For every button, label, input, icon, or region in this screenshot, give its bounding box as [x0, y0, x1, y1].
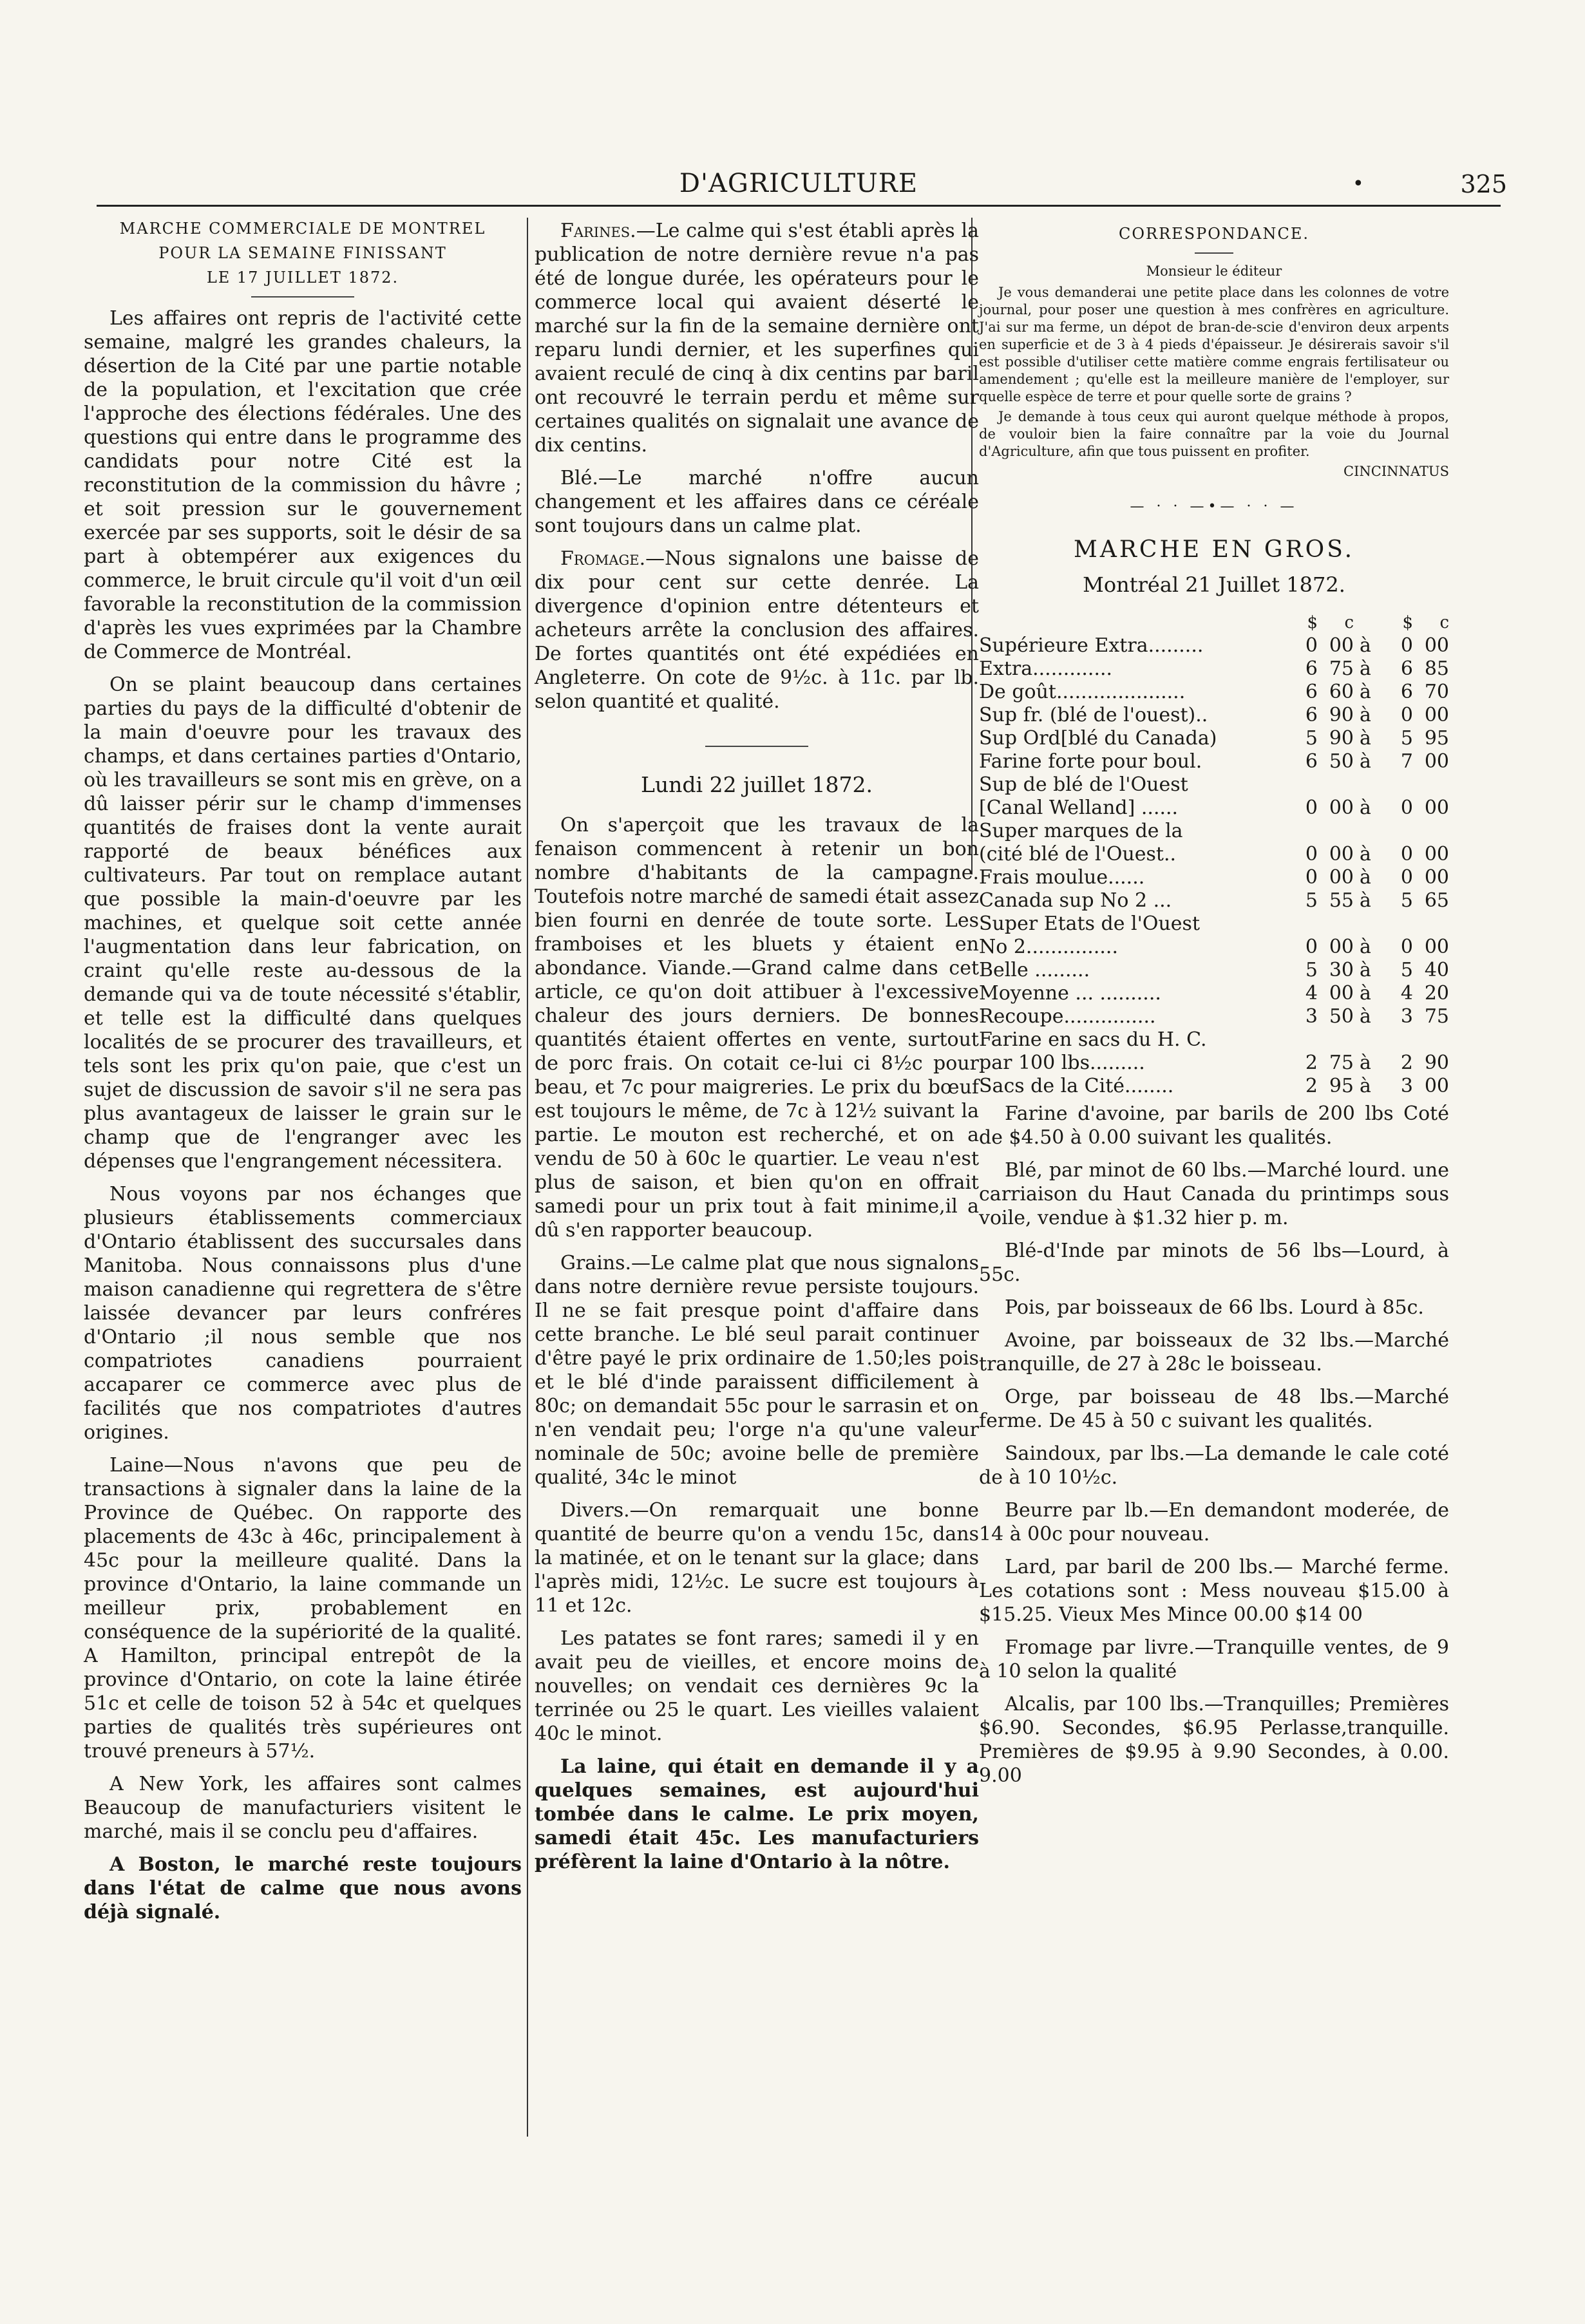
price-label: Super marques de la [979, 820, 1183, 842]
price-row [979, 1075, 1449, 1098]
price-value [1377, 820, 1413, 843]
header-dollar: $ [1307, 613, 1318, 632]
price-value: 65 [1424, 889, 1449, 912]
price-row [979, 889, 1449, 912]
paragraph: Les patates se font rares; samedi il y en avait peu de vieilles, et encore moins de nouvelles; on vendait ces dernières 9c la terrinée ou 25 le quart. Les vieilles valaient 40c le minot. [535, 1627, 979, 1745]
market-note: Saindoux, par lbs.—La demande le cale coté de à 10 10½c. [979, 1442, 1449, 1489]
price-value: 00 [1329, 936, 1354, 958]
price-row [979, 936, 1449, 959]
price-value: 50 [1329, 1005, 1354, 1028]
market-note: Avoine, par boisseaux de 32 lbs.—Marché tranquille, de 27 à 28c le boisseau. [979, 1329, 1449, 1375]
price-label: Canada sup No 2 ... [979, 889, 1172, 912]
paragraph: Grains.—Le calme plat que nous signalons dans notre dernière revue persiste toujours. Il ne se fait presque point d'affaire dans cette branche. Le blé seul parait continuer d'être payé le prix ordinaire de 1.50;les pois et le blé d'inde paraissent difficilement à 80c; on demandait 55c pour le sarrasin et on n'en vendait peu; l'orge n'a qu'une valeur nominale de 50c; avoine belle de première qualité, 34c le minot [535, 1252, 979, 1489]
farines-paragraph [535, 219, 979, 457]
price-value: à [1360, 982, 1371, 1005]
price-label: Super Etats de l'Ouest [979, 912, 1200, 935]
paragraph: On se plaint beaucoup dans certaines parties du pays de la difficulté d'obtenir de la main d'oeuvre pour les travaux des champs, et dans certaines parties d'Ontario, où les travailleurs se sont mis en grève, on a dû laisser périr sur le champ d'immenses quantités de fraises dont la vente aurait rapporté de beaux bénéfices aux cultivateurs. Par tout on remplace autant que possible la main-d'oeuvre par les machines, et quelque soit cette année l'augmentation dans leur fabrication, on craint qu'elle reste au-dessous de la demande qui va de toute nécessité s'établir, et telle est la difficulté dans quelques localités de se procurer des travailleurs, et tels sont les prix qu'on paie, que c'est un sujet de discussion de savoir s'il ne sera pas plus avantageux de laisser le grain sur le champ que de l'engranger avec les dépenses que l'engrangement nécessitera. [84, 674, 522, 1173]
correspondence-signature: CINCINNATUS [1343, 464, 1449, 479]
fromage-label: Fromage. [560, 547, 646, 570]
price-value: 3 [1305, 1005, 1318, 1028]
market-note: Fromage par livre.—Tranquille ventes, de 9 à 10 selon la qualité [979, 1636, 1449, 1683]
price-row [979, 959, 1449, 982]
price-value: à [1360, 657, 1371, 680]
price-value: 00 [1329, 866, 1354, 889]
price-value: à [1360, 866, 1371, 889]
separator [1195, 252, 1233, 254]
price-value: 40 [1424, 959, 1449, 981]
price-value [1377, 912, 1413, 936]
price-value: 0 [1305, 843, 1318, 865]
price-row [979, 727, 1449, 750]
price-value: 0 [1305, 936, 1318, 958]
price-value: 00 [1329, 634, 1354, 657]
fromage-paragraph [535, 547, 979, 713]
price-value: à [1360, 704, 1371, 726]
price-value: 4 [1400, 982, 1413, 1005]
market-heading-line-3: LE 17 JUILLET 1872. [206, 269, 399, 287]
price-value: 90 [1424, 1052, 1449, 1074]
price-table-header [979, 611, 1449, 634]
price-value: 0 [1400, 843, 1413, 865]
price-row [979, 797, 1449, 820]
price-value: 00 [1329, 797, 1354, 819]
price-value [1377, 773, 1413, 797]
page-number: 325 [1460, 170, 1507, 198]
price-value: 75 [1424, 1005, 1449, 1028]
price-value: 75 [1329, 657, 1354, 680]
price-value: 4 [1305, 982, 1318, 1005]
price-label: Sup Ord[blé du Canada) [979, 727, 1217, 750]
price-value: 00 [1424, 750, 1449, 773]
price-value [1413, 912, 1449, 936]
price-value: 2 [1305, 1075, 1318, 1097]
price-value: 7 [1400, 750, 1413, 773]
price-value: 95 [1424, 727, 1449, 750]
price-value [1377, 1028, 1413, 1052]
price-value: 2 [1305, 1052, 1318, 1074]
price-rows [979, 634, 1449, 1098]
price-value [1282, 912, 1318, 936]
price-row [979, 1005, 1449, 1028]
price-value: 0 [1400, 866, 1413, 889]
paragraph: Laine—Nous n'avons que peu de transactions à signaler dans la laine de la Province de Québec. On rapporte des placements de 43c à 46c, principalement à 45c pour la meilleure qualité. Dans la province d'Ontario, la laine commande un meilleur prix, probablement en conséquence de la supériorité de la qualité. A Hamilton, principal entrepôt de la province d'Ontario, on cote la laine étirée 51c et celle de toison 52 à 54c et quelques parties de qualités très supérieures ont trouvé preneurs à 57½. [84, 1454, 522, 1762]
paragraph: Nous voyons par nos échanges que plusieurs établissements commerciaux d'Ontario établissent des succursales dans Manitoba. Nous connaissons plus d'une maison canadienne qui regrettera de s'être laissée devancer par leurs confréres d'Ontario ;il nous semble que nos compatriotes canadiens pourraient accaparer ce commerce avec plus de facilités que nos compatriotes d'autres origines. [84, 1183, 522, 1444]
market-note: Blé, par minot de 60 lbs.—Marché lourd. une carriaison du Haut Canada du printimps sous voile, vendue à $1.32 hier p. m. [979, 1159, 1449, 1229]
price-label: De goût..................... [979, 681, 1186, 703]
price-row [979, 657, 1449, 681]
date-heading: Lundi 22 juillet 1872. [641, 772, 873, 797]
market-note: Farine d'avoine, par barils de 200 lbs Coté de $4.50 à 0.00 suivant les qualités. [979, 1102, 1449, 1149]
price-row [979, 982, 1449, 1005]
column-middle [535, 219, 979, 1883]
price-label: Sacs de la Cité........ [979, 1075, 1174, 1097]
price-value: 75 [1329, 1052, 1354, 1074]
market-title: MARCHE EN GROS. [1073, 536, 1355, 563]
price-value [1354, 773, 1377, 797]
price-row [979, 750, 1449, 773]
price-label: Extra............. [979, 657, 1113, 680]
header-dollar: $ [1402, 613, 1413, 632]
price-value: 6 [1400, 657, 1413, 680]
price-value [1413, 1028, 1449, 1052]
price-value: à [1360, 797, 1371, 819]
price-value: 00 [1329, 843, 1354, 865]
running-title: D'AGRICULTURE [679, 169, 918, 198]
price-value: 70 [1424, 681, 1449, 703]
price-value: 00 [1424, 1075, 1449, 1097]
header-dot: • [1352, 173, 1364, 195]
price-value: 85 [1424, 657, 1449, 680]
price-label: (cité blé de l'Ouest.. [979, 843, 1177, 865]
price-label: par 100 lbs......... [979, 1052, 1145, 1074]
correspondence-title: CORRESPONDANCE. [1118, 225, 1310, 243]
price-value [1413, 773, 1449, 797]
price-value: 0 [1400, 936, 1413, 958]
price-value: 00 [1424, 866, 1449, 889]
header-cents: c [1344, 613, 1354, 632]
price-row [979, 681, 1449, 704]
price-value: à [1360, 634, 1371, 657]
price-value: 5 [1400, 727, 1413, 750]
price-value: 00 [1424, 843, 1449, 865]
price-label: [Canal Welland] ...... [979, 797, 1179, 819]
price-value: à [1360, 1005, 1371, 1028]
price-value: à [1360, 750, 1371, 773]
price-label: Farine en sacs du H. C. [979, 1028, 1207, 1051]
price-value: 20 [1424, 982, 1449, 1005]
price-table [979, 611, 1449, 1098]
price-value: 0 [1400, 704, 1413, 726]
price-value: à [1360, 843, 1371, 865]
price-value: 5 [1400, 959, 1413, 981]
price-value: 3 [1400, 1005, 1413, 1028]
price-value [1282, 773, 1318, 797]
ble-paragraph: Blé.—Le marché n'offre aucun changement et les affaires dans ce céréale sont toujours dans un calme plat. [535, 467, 979, 537]
column-rule-left [527, 218, 528, 2137]
price-value: 60 [1329, 681, 1354, 703]
price-label: Supérieure Extra......... [979, 634, 1204, 657]
price-value: à [1360, 959, 1371, 981]
price-value [1318, 912, 1354, 936]
price-label: Sup fr. (blé de l'ouest).. [979, 704, 1208, 726]
correspondence-paragraph: Je vous demanderai une petite place dans les colonnes de votre journal, pour poser une question à mes confrères en agriculture. J'ai sur ma ferme, un dépot de bran-de-scie d'environ deux arpents en superficie et de 3 à 4 pieds d'épaisseur. Je désirerais savoir s'il est possible d'utiliser cette matière comme engrais fertilisateur ou amendement ; qu'elle est la meilleure manière de l'employer, sur quelle espèce de terre et pour quelle sorte de grains ? [979, 285, 1449, 404]
price-row [979, 1052, 1449, 1075]
paragraph: A New York, les affaires sont calmes Beaucoup de manufacturiers visitent le marché, mais il se conclu peu d'affaires. [84, 1773, 522, 1843]
price-value [1282, 820, 1318, 843]
price-row [979, 704, 1449, 727]
price-value: 5 [1305, 727, 1318, 750]
price-value: 55 [1329, 889, 1354, 912]
price-row [979, 912, 1449, 936]
price-value: 00 [1424, 797, 1449, 819]
price-label: Recoupe............... [979, 1005, 1156, 1028]
market-note: Alcalis, par 100 lbs.—Tranquilles; Premières $6.90. Secondes, $6.95 Perlasse,tranquille. Premières de $9.95 à 9.90 Secondes, à 0.00. 9.00 [979, 1693, 1449, 1787]
price-label: Frais moulue...... [979, 866, 1145, 889]
separator [705, 746, 808, 747]
paragraph: Divers.—On remarquait une bonne quantité de beurre qu'on a vendu 15c, dans la matinée, et on le tenant sur la glace; dans l'après midi, 12½c. Le sucre est toujours à 11 et 12c. [535, 1499, 979, 1617]
market-notes [979, 1102, 1449, 1788]
price-value [1354, 912, 1377, 936]
price-value: 00 [1424, 936, 1449, 958]
price-value: 6 [1305, 681, 1318, 703]
header-cents: c [1439, 613, 1449, 632]
market-note: Lard, par baril de 200 lbs.— Marché ferme. Les cotations sont : Mess nouveau $15.00 à $15.25. Vieux Mes Mince 00.00 $14 00 [979, 1556, 1449, 1626]
price-row [979, 866, 1449, 889]
price-value [1318, 820, 1354, 843]
price-value: 5 [1305, 959, 1318, 981]
price-value: à [1360, 727, 1371, 750]
price-value [1318, 773, 1354, 797]
paragraph: La laine, qui était en demande il y a quelques semaines, est aujourd'hui tombée dans le calme. Le prix moyen, samedi était 45c. Les manufacturiers préfèrent la laine d'Ontario à la nôtre. [535, 1755, 979, 1873]
price-value: 6 [1400, 681, 1413, 703]
separator [251, 296, 354, 298]
price-value: à [1360, 889, 1371, 912]
price-label: No 2............... [979, 936, 1118, 958]
price-label: Belle ......... [979, 959, 1090, 981]
price-value: 00 [1424, 704, 1449, 726]
price-value [1318, 1028, 1354, 1052]
column-right [979, 219, 1449, 1797]
price-label: Sup de blé de l'Ouest [979, 773, 1188, 796]
price-row [979, 843, 1449, 866]
price-row [979, 820, 1449, 843]
fromage-text: —Nous signalons une baisse de dix pour cent sur cette denrée. La divergence d'opinion entre détenteurs et acheteurs arrête la conclusion des affaires. De fortes quantités ont été expédiées en Angleterre. On cote de 9½c. à 11c. par lb. selon quantité et qualité. [535, 547, 979, 713]
price-value: 0 [1305, 634, 1318, 657]
market-note: Beurre par lb.—En demandont moderée, de 14 à 00c pour nouveau. [979, 1499, 1449, 1545]
price-row [979, 634, 1449, 657]
price-value: 2 [1400, 1052, 1413, 1074]
price-label: Moyenne ... .......... [979, 982, 1161, 1005]
price-value: 6 [1305, 750, 1318, 773]
column-left [84, 219, 522, 1933]
price-value: 90 [1329, 704, 1354, 726]
price-value: 6 [1305, 657, 1318, 680]
correspondence-section [979, 224, 1449, 480]
market-note: Blé-d'Inde par minots de 56 lbs—Lourd, à 55c. [979, 1240, 1449, 1286]
price-value: 00 [1424, 634, 1449, 657]
page-header [90, 169, 1507, 214]
price-label: Farine forte pour boul. [979, 750, 1202, 773]
price-value [1413, 820, 1449, 843]
correspondence-greeting: Monsieur le éditeur [1146, 263, 1282, 279]
price-value: à [1360, 1052, 1371, 1074]
price-value: à [1360, 936, 1371, 958]
price-value: 50 [1329, 750, 1354, 773]
price-value: 3 [1400, 1075, 1413, 1097]
price-value: 30 [1329, 959, 1354, 981]
price-value [1354, 1028, 1377, 1052]
price-value: 0 [1305, 866, 1318, 889]
price-value: à [1360, 1075, 1371, 1097]
paragraph: Les affaires ont repris de l'activité cette semaine, malgré les grandes chaleurs, la désertion de la Cité par une partie notable de la population, et l'excitation que crée l'approche des élections fédérales. Une des questions qui entre dans le programme des candidats pour notre Cité est la reconstitution de la commission du hâvre ; et soit pression sur le gouvernement exercée par ses supports, soit le désir de sa part à obtempérer aux exigences du commerce, le bruit circule qu'il voit d'un œil favorable la reconstitution de la commission d'après les vues exprimées par la Chambre de Commerce de Montréal. [84, 307, 522, 663]
price-value: 00 [1329, 982, 1354, 1005]
market-note: Orge, par boisseau de 48 lbs.—Marché ferme. De 45 à 50 c suivant les qualités. [979, 1386, 1449, 1432]
price-value: 5 [1400, 889, 1413, 912]
price-value: 0 [1400, 797, 1413, 819]
price-row [979, 773, 1449, 797]
farines-label: Farines. [560, 220, 636, 242]
price-value: 0 [1400, 634, 1413, 657]
market-note: Pois, par boisseaux de 66 lbs. Lourd à 85c. [1005, 1296, 1424, 1319]
price-value: 6 [1305, 704, 1318, 726]
price-value: 5 [1305, 889, 1318, 912]
price-value: à [1360, 681, 1371, 703]
price-value [1354, 820, 1377, 843]
market-heading-line-1: MARCHE COMMERCIALE DE MONTREL [119, 220, 486, 238]
ornament-divider: — · · —•— · · — [1130, 498, 1298, 515]
price-value: 95 [1329, 1075, 1354, 1097]
paragraph: On s'aperçoit que les travaux de la fenaison commencent à retenir un bon nombre d'habitants de la campagne. Toutefois notre marché de samedi était assez bien fourni en denrée de toute sorte. Les framboises et les bluets y étaient en abondance. Viande.—Grand calme dans cet article, ce qu'on doit attibuer à l'excessive chaleur des jours derniers. De bonnes quantités étaient offertes en vente, surtout de porc frais. On cotait ce-lui ci 8½c pour beau, et 7c pour maigreries. Le prix du bœuf est toujours le même, de 7c à 12½ suivant la partie. Le mouton est recherché, et on a vendu de 50 à 60c le quartier. Le veau n'est plus de saison, et bien qu'on en offrait samedi pour un prix tout à fait minime,il a dû s'en rapporter beaucoup. [535, 814, 979, 1242]
price-value: 0 [1305, 797, 1318, 819]
market-heading-line-2: POUR LA SEMAINE FINISSANT [158, 244, 447, 262]
price-value: 90 [1329, 727, 1354, 750]
price-row [979, 1028, 1449, 1052]
correspondence-paragraph: Je demande à tous ceux qui auront quelque méthode à propos, de vouloir bien la faire connaître par la voie du Journal d'Agriculture, afin que tous puissent en profiter. [979, 409, 1449, 459]
farines-text: —Le calme qui s'est établi après la publication de notre dernière revue n'a pas été de longue durée, les opérateurs pour le commerce local qui avaient déserté le marché sur la fin de la semaine dernière ont reparu lundi dernier, et les superfines qui avaient reculé de cinq à dix centins par baril ont recouvré le terrain perdu et même sur certaines qualités on signalait une avance de dix centins. [535, 220, 979, 457]
price-value [1282, 1028, 1318, 1052]
header-rule [97, 205, 1501, 207]
market-date: Montréal 21 Juillet 1872. [1083, 572, 1345, 597]
paragraph: A Boston, le marché reste toujours dans l'état de calme que nous avons déjà signalé. [84, 1853, 522, 1923]
